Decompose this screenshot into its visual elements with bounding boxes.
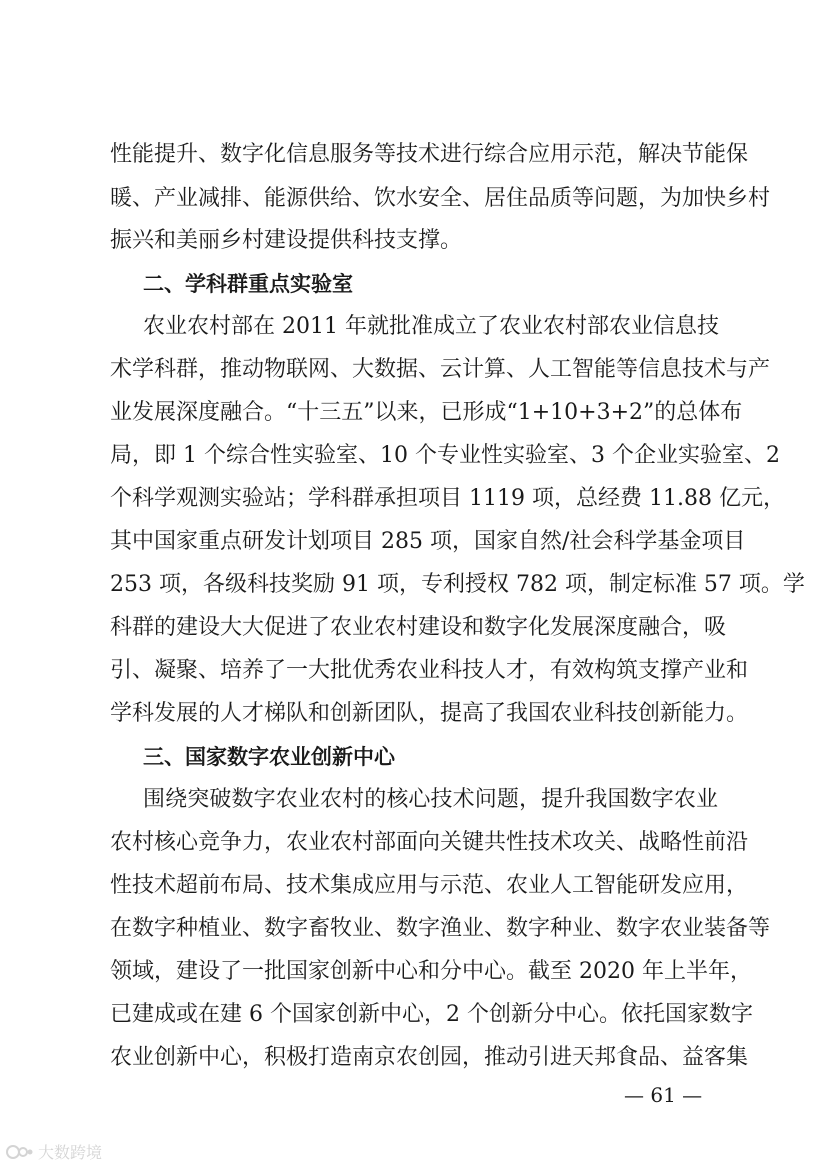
body-line: 围绕突破数字农业农村的核心技术问题，提升我国数字农业 (143, 787, 718, 812)
body-line: 农业创新中心，积极打造南京农创园，推动引进天邦食品、益客集 (110, 1045, 749, 1070)
body-line: 局，即 1 个综合性实验室、10 个专业性实验室、3 个企业实验室、2 (110, 443, 780, 468)
page-number: — 61 — (624, 1083, 703, 1107)
body-line: 个科学观测实验站；学科群承担项目 1119 项，总经费 11.88 亿元， (110, 486, 785, 511)
body-line: 业发展深度融合。“十三五”以来，已形成“1+10+3+2”的总体布 (110, 400, 743, 425)
body-line: 性技术超前布局、技术集成应用与示范、农业人工智能研发应用， (110, 873, 749, 898)
body-line: 其中国家重点研发计划项目 285 项，国家自然/社会科学基金项目 (110, 529, 746, 554)
section-heading: 二、学科群重点实验室 (143, 272, 353, 296)
body-line: 253 项，各级科技奖励 91 项，专利授权 782 项，制定标准 57 项。学 (110, 572, 805, 597)
body-line: 农业农村部在 2011 年就批准成立了农业农村部农业信息技 (143, 314, 719, 339)
body-line: 振兴和美丽乡村建设提供科技支撑。 (110, 228, 463, 253)
watermark-logo-icon (6, 1143, 34, 1161)
body-line: 引、凝聚、培养了一大批优秀农业科技人才，有效构筑支撑产业和 (110, 658, 749, 683)
body-line: 已建成或在建 6 个国家创新中心，2 个创新分中心。依托国家数字 (110, 1002, 753, 1027)
section-heading: 三、国家数字农业创新中心 (143, 745, 395, 769)
body-line: 性能提升、数字化信息服务等技术进行综合应用示范，解决节能保 (110, 142, 749, 167)
watermark (6, 1140, 102, 1163)
body-line: 科群的建设大大促进了农业农村建设和数字化发展深度融合，吸 (110, 615, 727, 640)
watermark-text: 大数跨境 (38, 1143, 103, 1162)
body-line: 农村核心竞争力，农业农村部面向关键共性技术攻关、战略性前沿 (110, 830, 749, 855)
body-line: 术学科群，推动物联网、大数据、云计算、人工智能等信息技术与产 (110, 357, 771, 382)
body-line: 暖、产业减排、能源供给、饮水安全、居住品质等问题，为加快乡村 (110, 186, 771, 211)
body-line: 领域，建设了一批国家创新中心和分中心。截至 2020 年上半年， (110, 959, 752, 984)
body-line: 学科发展的人才梯队和创新团队，提高了我国农业科技创新能力。 (110, 701, 749, 726)
body-line: 在数字种植业、数字畜牧业、数字渔业、数字种业、数字农业装备等 (110, 916, 771, 941)
